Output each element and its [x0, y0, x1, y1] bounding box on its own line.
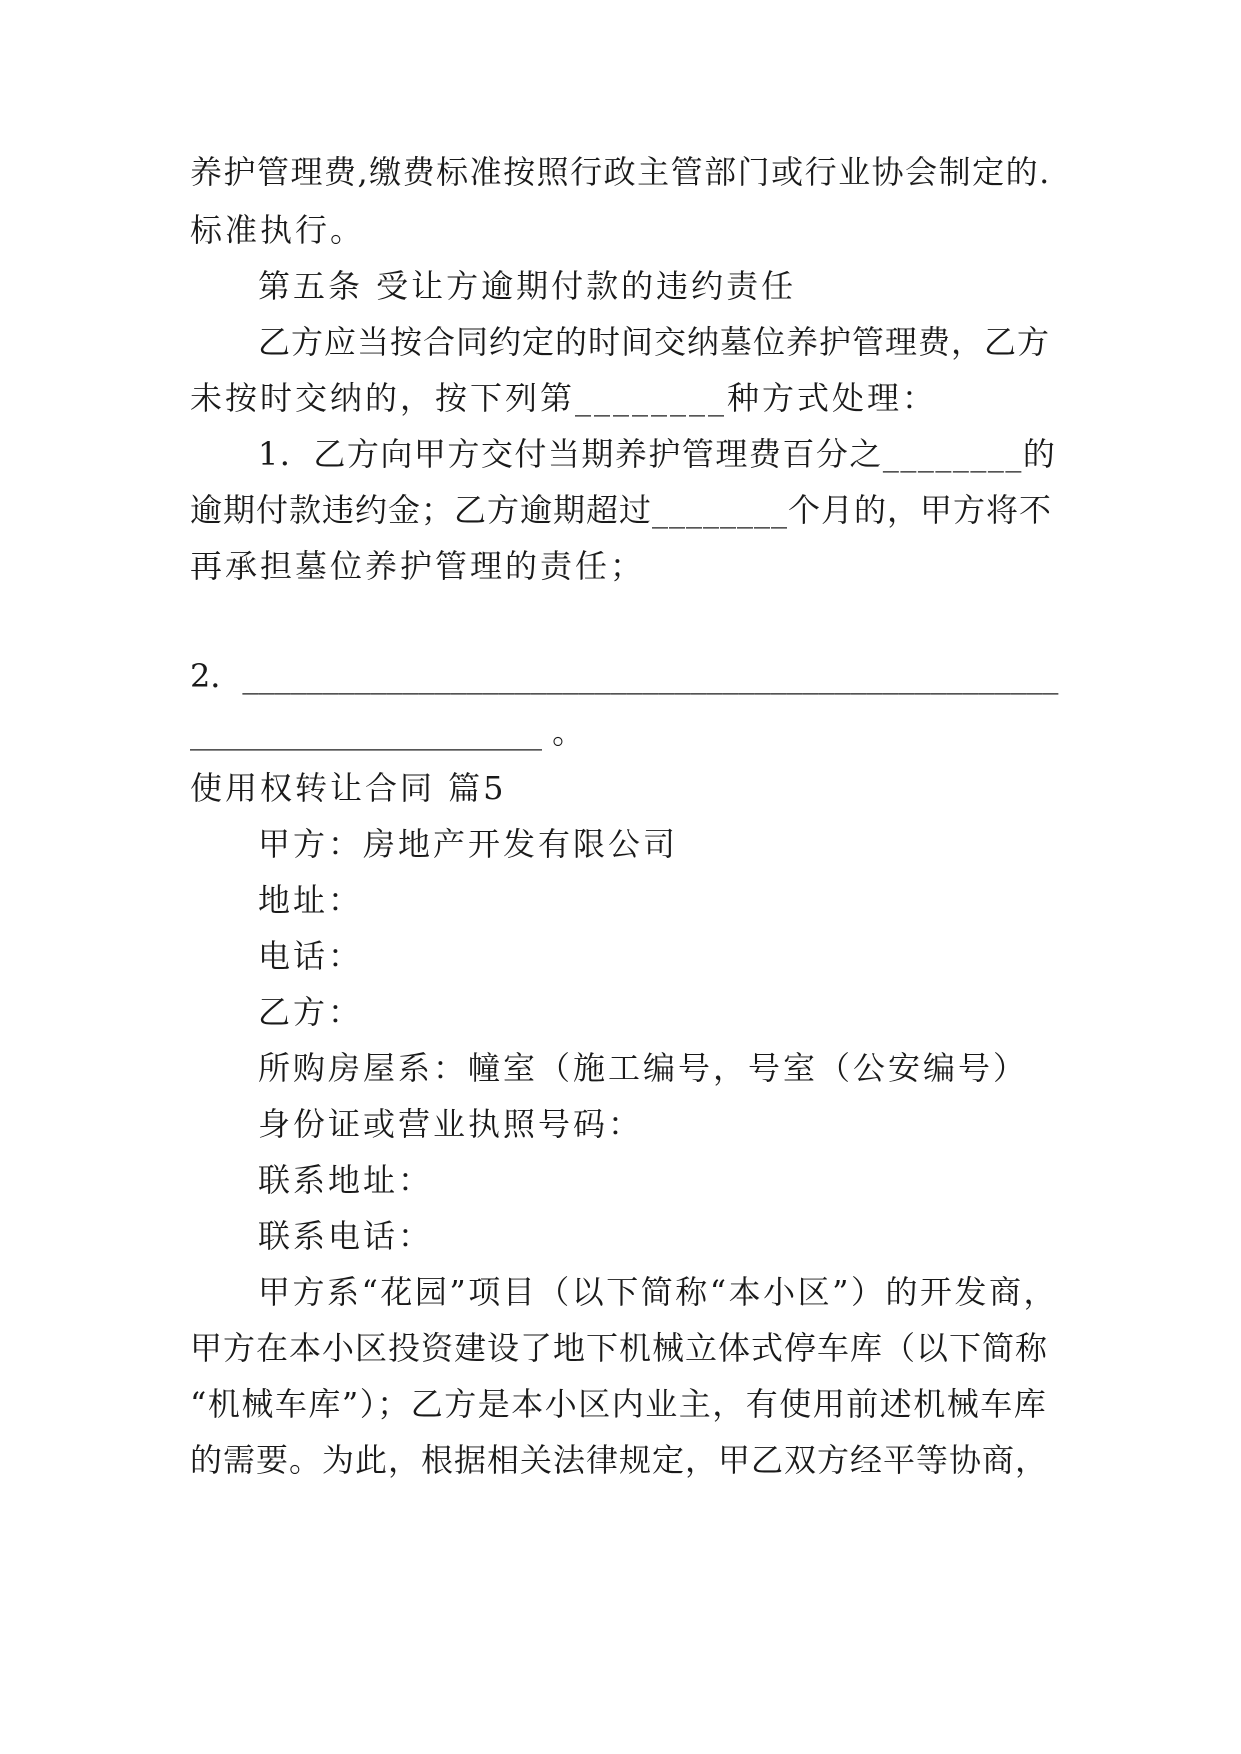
contact-address-line: 联系地址： [258, 1161, 434, 1199]
list-item-line: 2．___________________________________________________ [190, 657, 1059, 695]
paragraph-line: 再承担墓位养护管理的责任； [190, 547, 646, 585]
address-line: 地址： [258, 881, 364, 919]
section-title: 使用权转让合同 篇5 [190, 769, 507, 807]
id-number-line: 身份证或营业执照号码： [258, 1105, 644, 1143]
paragraph-line: “机械车库”）；乙方是本小区内业主，有使用前述机械车库 [190, 1385, 1048, 1423]
contact-phone-line: 联系电话： [258, 1217, 434, 1255]
paragraph-line: 的需要。为此，根据相关法律规定，甲乙双方经平等协商， [190, 1441, 1049, 1479]
list-item-line: 1．乙方向甲方交付当期养护管理费百分之________的 [258, 435, 1057, 473]
phone-line: 电话： [258, 937, 364, 975]
paragraph-line: 养护管理费,缴费标准按照行政主管部门或行业协会制定的. [190, 153, 1051, 191]
paragraph-line: ______________________ 。 [190, 713, 585, 751]
paragraph-line: 未按时交纳的，按下列第________种方式处理： [190, 379, 938, 417]
article-heading: 第五条 受让方逾期付款的违约责任 [258, 267, 797, 305]
paragraph-line: 逾期付款违约金；乙方逾期超过________个月的，甲方将不 [190, 491, 1053, 529]
paragraph-line: 甲方在本小区投资建设了地下机械立体式停车库（以下简称 [190, 1329, 1049, 1367]
party-a-line: 甲方：房地产开发有限公司 [258, 825, 679, 863]
house-line: 所购房屋系：幢室（施工编号，号室（公安编号） [258, 1049, 1029, 1087]
paragraph-line: 甲方系“花园”项目（以下简称“本小区”）的开发商， [258, 1273, 1058, 1311]
party-b-line: 乙方： [258, 993, 364, 1031]
paragraph-line: 乙方应当按合同约定的时间交纳墓位养护管理费，乙方 [258, 323, 1051, 361]
paragraph-line: 标准执行。 [190, 211, 366, 249]
